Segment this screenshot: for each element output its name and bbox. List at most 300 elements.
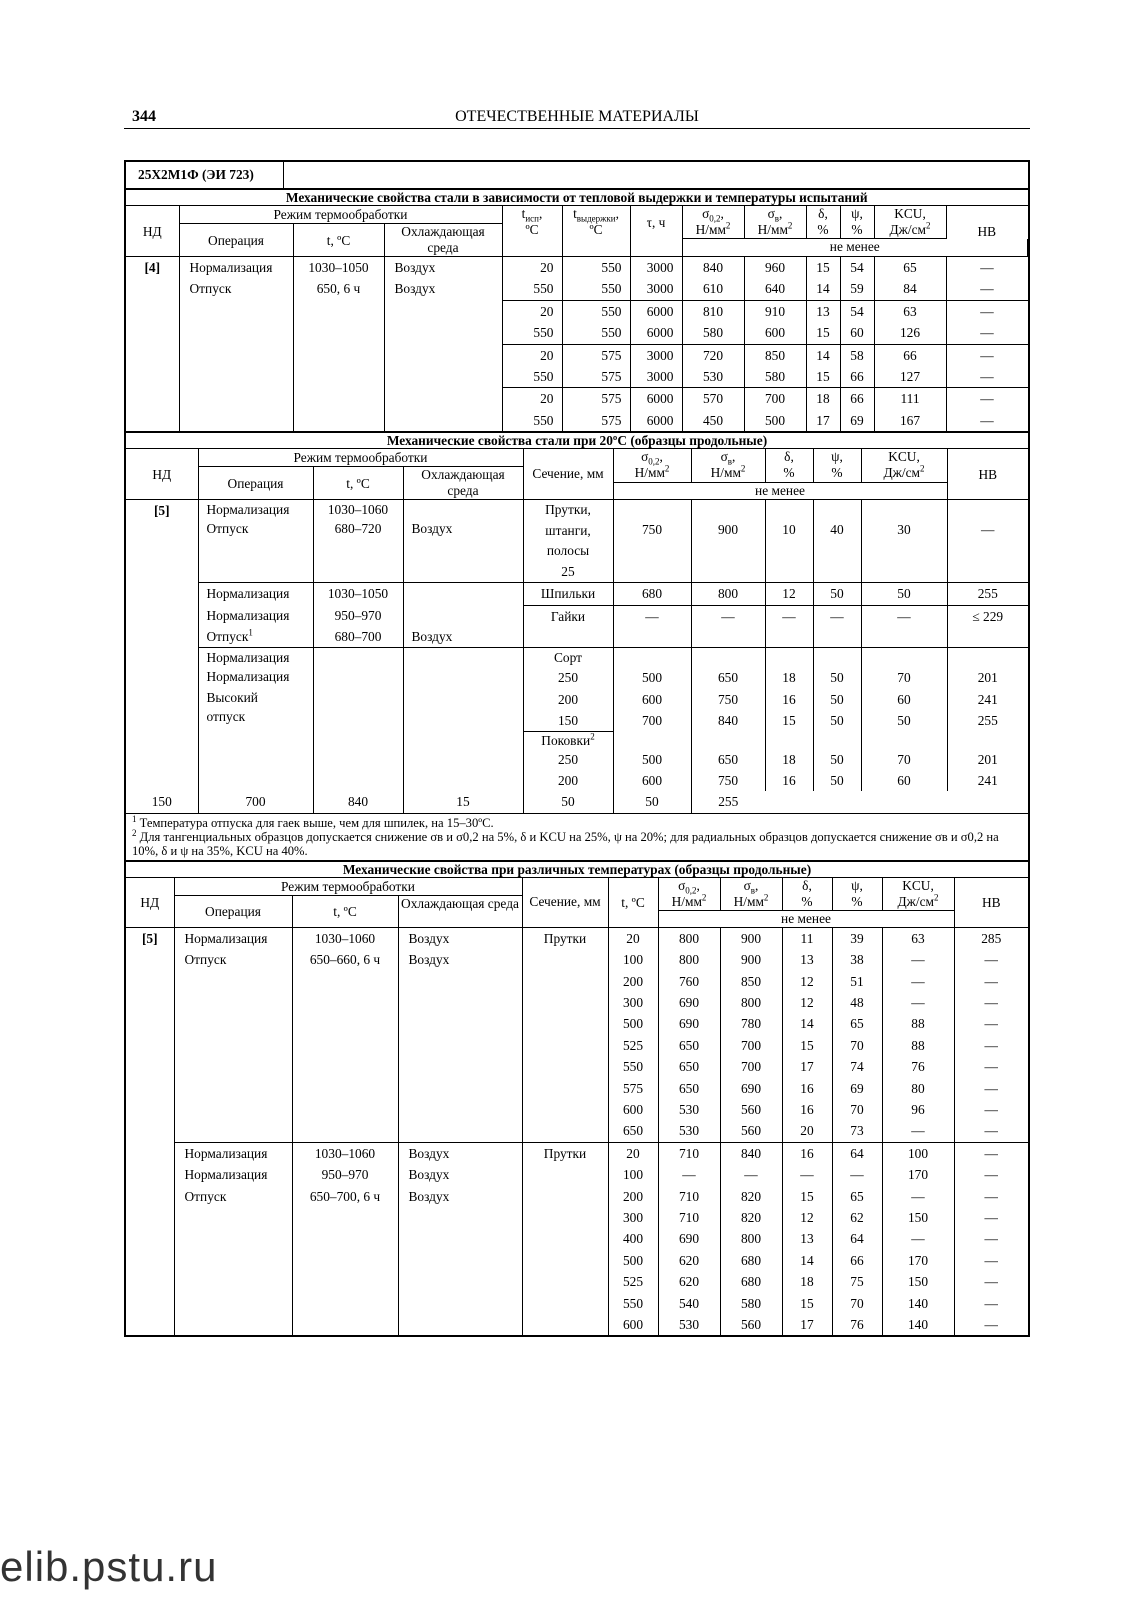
t1-h-op: Операция [179,224,293,257]
t1-cell: 111 [874,388,946,410]
t2-b1-ts: 1030–1060 680–720 [313,500,403,583]
t1-h-cool: Охлаждающая среда [384,224,502,257]
t3-cell: 65 [832,1013,882,1034]
t1-cell: — [946,344,1028,366]
t3-cell: — [984,1080,998,1096]
t1-cell: 66 [840,388,874,410]
t3-cell: 20 [608,927,658,949]
t3-cell: 140 [882,1314,954,1335]
t1-h-nemenee: не менее [682,239,1028,257]
t3-temps: 1030–1060 650–660, 6 ч [292,927,398,1142]
t1-cell: 66 [840,366,874,388]
t2-cell: 15 [403,791,523,813]
t3-cell: 88 [882,1035,954,1056]
t3-cell: 300 [608,1207,658,1228]
t3-cell: 840 [720,1142,782,1164]
t3-cell: 76 [882,1056,954,1077]
t3-cell: 560 [720,1314,782,1335]
t3-cell: 580 [720,1293,782,1314]
t1-cell: 18 [806,388,840,410]
t2-h-s02: $\sigma_{0,2}$, $Н/мм^2$ [613,449,691,482]
table-row [126,791,1028,813]
t1-cell: 450 [682,410,744,431]
t3-cell: 70 [832,1099,882,1120]
t3-cell: 12 [782,992,832,1013]
t3-cell: — [984,1231,998,1247]
t3-cell: 650 [658,1035,720,1056]
t3-cell: 285 [954,927,1028,949]
t1-cell: 530 [682,366,744,388]
t3-cell: 80 [882,1078,954,1099]
t1-cell: 550 [502,366,562,388]
t2-cell: 12 [765,583,813,606]
t3-cell: — [882,1120,954,1142]
t3-cell: 170 [882,1164,954,1185]
t2-cell: 50 [813,667,861,688]
t3-cell: 13 [782,1228,832,1249]
t2-b2-ops: Нормализация Нормализация Отпуск$^1$ [198,583,313,648]
t3-cell: 575 [608,1078,658,1099]
t3-cell: 300 [608,992,658,1013]
t2-cell: 840 [313,791,403,813]
t2-cell: 30 [861,500,947,583]
t1-cell: 6000 [630,388,682,410]
t3-cell: — [984,994,998,1010]
t1-cell: 6000 [630,322,682,344]
t3-cell: — [882,1228,954,1249]
grade-row [126,162,1028,188]
t3-cell: 15 [782,1293,832,1314]
t3-h-psi: ψ, % [832,877,882,910]
t3-cell: 550 [608,1056,658,1077]
t3-cell: 65 [832,1186,882,1207]
t1-cell: 20 [502,300,562,322]
t3-cell: 690 [720,1078,782,1099]
t3-cell: 70 [832,1293,882,1314]
t3-cell: 150 [882,1207,954,1228]
t3-cell: 680 [720,1250,782,1271]
t3-cell: 525 [608,1035,658,1056]
t2-b3-ops: Нормализация Нормализация Высокий отпуск [198,648,313,792]
t3-cell: — [984,1016,998,1032]
t3-cell: 20 [782,1120,832,1142]
t1-cell: 3000 [630,366,682,388]
t3-cell: 200 [608,1186,658,1207]
t3-cell: — [984,1274,998,1290]
t2-cell: 50 [523,791,613,813]
t3-cell: — [882,971,954,992]
t3-cell: — [782,1164,832,1185]
t1-cell: 500 [744,410,806,431]
t3-cell: 620 [658,1271,720,1292]
t2-cell: 250 [523,749,613,770]
t3-cell: 530 [658,1099,720,1120]
t3-cell: 150 [882,1271,954,1292]
t2-cell: 700 [613,710,691,732]
page-number: 344 [132,108,156,125]
t1-cell: 84 [874,278,946,300]
t1-h-mode: Режим термообработки [179,206,502,224]
t2-cell: 50 [813,770,861,791]
t2-b1-sech: Прутки, штанги, полосы 25 [523,500,613,583]
t2-cell: 255 [718,794,739,810]
t3-cell: 560 [720,1120,782,1142]
t1-cell: — [980,281,994,297]
t3-cell: 690 [658,1228,720,1249]
t3-cell: 69 [832,1078,882,1099]
t1-cell: 6000 [630,410,682,431]
t3-cell: — [954,1142,1028,1164]
t3-cell: 100 [608,949,658,970]
t3-title: Механические свойства при различных температурах (образцы продольные) [126,861,1028,878]
t1-h-s02: $\sigma_{0,2}$, $Н/мм^2$ [682,206,744,239]
t3-cell: — [984,952,998,968]
t2-h-nemenee: не менее [613,482,947,500]
t2-cell: — [691,606,765,648]
t2-cell: 255 [947,583,1028,606]
t1-nd: [4] [126,257,179,432]
t2-cell: 255 [977,712,998,728]
t2-cell: 50 [813,689,861,710]
t3-cell: — [882,1186,954,1207]
t3-h-delta: δ, % [782,877,832,910]
t2-cell: 70 [861,749,947,770]
t3-cell: — [984,1101,998,1117]
t1-cell: 54 [840,300,874,322]
t3-cell: 500 [608,1013,658,1034]
t3-cell: 14 [782,1250,832,1271]
t3-cell: 12 [782,971,832,992]
t3-cool: Воздух Воздух Воздух [398,1142,522,1335]
t1-cell: 167 [874,410,946,431]
t1-cell: — [946,257,1028,279]
t1-cell: 63 [874,300,946,322]
t1-cell: 3000 [630,344,682,366]
t3-sech: Прутки [522,927,608,1142]
t2-cell: 241 [977,691,998,707]
t1-cell: 17 [806,410,840,431]
t1-ops: Нормализация Отпуск [179,257,293,432]
t2-cell: 50 [813,583,861,606]
t1-cell: 126 [874,322,946,344]
watermark: elib.pstu.ru [0,1543,218,1590]
t2-cell: 200 [523,770,613,791]
t1-cell: 65 [874,257,946,279]
t1-cell: — [980,369,994,385]
t2-cell: — [813,606,861,648]
table-row [126,583,1028,606]
t3-cell: 100 [882,1142,954,1164]
t2-b1-ops: Нормализация Отпуск [198,500,313,583]
t3-cell: 820 [720,1207,782,1228]
t3-cell: 13 [782,949,832,970]
t2-cell: 16 [765,689,813,710]
t3-cell: — [984,973,998,989]
t2-cell: 50 [613,791,691,813]
t2-cell: 201 [977,670,998,686]
t2-cell: 18 [765,667,813,688]
t2-b3-sort: Сорт [523,648,613,668]
t2-cell: 16 [765,770,813,791]
t1-cell: 960 [744,257,806,279]
t2-cell: 201 [977,752,998,768]
t3-cell: — [984,1123,998,1139]
t1-cell: 3000 [630,257,682,279]
t1-cell: 20 [502,257,562,279]
t2-title: Механические свойства стали при 20ºС (образцы продольные) [126,432,1028,449]
t2-h-mode: Режим термообработки [198,449,523,467]
t3-cell: 62 [832,1207,882,1228]
t2-h-sech: Сечение, мм [523,449,613,500]
t1-cell: 850 [744,344,806,366]
t3-cell: 20 [608,1142,658,1164]
t1-cell: 58 [840,344,874,366]
t1-cell: 580 [682,322,744,344]
t3-cell: — [984,1167,998,1183]
t3-temps: 1030–1060 950–970 650–700, 6 ч [292,1142,398,1335]
t3-cell: 550 [608,1293,658,1314]
t3-cell: 400 [608,1228,658,1249]
t3-nd: [5] [126,927,174,1335]
t3-cell: 710 [658,1207,720,1228]
t1-cell: 550 [562,278,630,300]
t3-cell: 800 [720,1228,782,1249]
table-row [126,1142,1028,1164]
t2-cell: — [947,500,1028,583]
t2-cell: — [861,606,947,648]
t1-cell: 550 [502,278,562,300]
t3-cell: 18 [782,1271,832,1292]
t2-b2-sech: Шпильки [523,583,613,606]
t3-cell: — [984,1188,998,1204]
t1-cell: 550 [502,410,562,431]
t3-ops: Нормализация Отпуск [174,927,292,1142]
running-title: ОТЕЧЕСТВЕННЫЕ МАТЕРИАЛЫ [455,108,699,125]
t3-cell: 650 [658,1078,720,1099]
t3-cell: 200 [608,971,658,992]
t1-cell: 640 [744,278,806,300]
t3-cell: 680 [720,1271,782,1292]
t1-cell: 910 [744,300,806,322]
t3-cell: 760 [658,971,720,992]
table-row [126,927,1028,949]
t2-cell: 900 [691,500,765,583]
t3-cell: 140 [882,1293,954,1314]
t3-cell: 76 [832,1314,882,1335]
t3-cell: 820 [720,1186,782,1207]
t1-cell: 14 [806,344,840,366]
t3-cell: 800 [720,992,782,1013]
t3-cell: — [984,1209,998,1225]
t3-cell: 48 [832,992,882,1013]
t1-h-tisp: $t_{исп}$, ºС [502,206,562,239]
steel-properties-frame [124,160,1030,1337]
t3-body [126,927,1028,1335]
t2-cell: 500 [613,749,691,770]
t2-cell: 40 [813,500,861,583]
t3-cell: 850 [720,971,782,992]
t3-cell: 11 [782,927,832,949]
t3-h-op: Операция [174,895,292,927]
t1-cell: 575 [562,388,630,410]
t3-cell: 600 [608,1099,658,1120]
table-row [126,500,1028,583]
t2-cell: 150 [126,791,198,813]
t3-h-hb: НВ [954,877,1028,927]
t2-cell: 15 [765,710,813,732]
t2-h-sv: $\sigma_в$, $Н/мм^2$ [691,449,765,482]
t1-title: Механические свойства стали в зависимости от тепловой выдержки и температуры испытаний [126,189,1028,206]
t3-cell: 38 [832,949,882,970]
t3-h-ht: t, ºС [292,895,398,927]
t2-cell: 200 [523,689,613,710]
t2-cell: 650 [691,667,765,688]
t2-cell: 18 [765,749,813,770]
t2-b1-cool: Воздух [403,500,523,583]
t2-cell: 70 [861,667,947,688]
t3-cell: 96 [882,1099,954,1120]
t1-cell: 15 [806,366,840,388]
t2-cell: 600 [613,689,691,710]
footnotes: $^1$ Температура отпуска для гаек выше, чем для шпилек, на 15–30ºС. $^2$ Для тангенциальных образцов допускается снижение σв и σ0,2 на 5%, δ и KCU на 25%, ψ на 20%; для радиальных образцов допускается снижение σв и σ0,2 на 10%, δ и ψ на 35%, KCU на 40%. [126,813,1028,860]
t1-cell: 69 [840,410,874,431]
t3-h-nemenee: не менее [658,910,954,927]
t3-cell: — [832,1164,882,1185]
t3-cell: 560 [720,1099,782,1120]
t2-cell: 50 [813,710,861,732]
t1-h-t: t, ºС [293,224,384,257]
t3-cell: — [882,992,954,1013]
t3-cell: 900 [720,949,782,970]
t2-cell: — [613,606,691,648]
t3-h-t: t, ºС [608,877,658,927]
t2-h-hb: НВ [947,449,1028,500]
t3-cell: 690 [658,992,720,1013]
t3-h-kcu: KCU, $Дж/см^2$ [882,877,954,910]
t3-cell: 16 [782,1078,832,1099]
t3-cell: 650 [608,1120,658,1142]
t3-cell: 710 [658,1186,720,1207]
t3-cell: 540 [658,1293,720,1314]
t1-cell: 60 [840,322,874,344]
t1-cool: Воздух Воздух [384,257,502,432]
t2-cell: 50 [813,749,861,770]
t3-cell: 64 [832,1142,882,1164]
t3-cell: 66 [832,1250,882,1271]
t3-ops: Нормализация Нормализация Отпуск [174,1142,292,1335]
t3-cell: 620 [658,1250,720,1271]
t3-cell: — [882,949,954,970]
t1-cell: 127 [874,366,946,388]
t2-h-t: t, ºС [313,467,403,500]
t1-cell: 550 [502,322,562,344]
t2-cell: 10 [765,500,813,583]
t1-cell: 15 [806,322,840,344]
t2-b2-ts: 1030–1050 950–970 680–700 [313,583,403,648]
t2-b3-pok: Поковки$^2$ [523,732,613,750]
t1-h-tau: τ, ч [630,206,682,239]
t2-b2-cool: Воздух [403,583,523,648]
t2-h-op: Операция [198,467,313,500]
t2-body [126,500,1028,860]
t2-cell: 60 [861,770,947,791]
t1-h-delta: δ, % [806,206,840,239]
t3-cell: 800 [658,927,720,949]
t1-cell: 13 [806,300,840,322]
t3-cell: — [984,1317,998,1332]
t1-cell: 575 [562,410,630,431]
t3-h-sech: Сечение, мм [522,877,608,927]
t3-cell: 530 [658,1120,720,1142]
t3-cell: 100 [608,1164,658,1185]
t1-cell: 550 [562,300,630,322]
t3-cool: Воздух Воздух [398,927,522,1142]
t2-cell: 150 [523,710,613,732]
t1-cell: 575 [562,344,630,366]
t3-h-nd: НД [126,877,174,927]
t1-cell: 600 [744,322,806,344]
t1-cell: 20 [502,388,562,410]
t3-cell: 73 [832,1120,882,1142]
t3-cell: 14 [782,1013,832,1034]
t2-cell: 800 [691,583,765,606]
t3-sech: Прутки [522,1142,608,1335]
t1-cell: 550 [562,322,630,344]
t1-cell: 14 [806,278,840,300]
t3-h-cool: Охлаждающая среда [398,895,522,927]
t1-cell: — [980,325,994,341]
t3-cell: — [720,1164,782,1185]
running-header [124,104,1030,129]
t2-cell: 50 [861,583,947,606]
t1-cell: 3000 [630,278,682,300]
t1-cell: 810 [682,300,744,322]
t2-nd: [5] [126,500,198,792]
t3-h-sv: $\sigma_в$, $Н/мм^2$ [720,877,782,910]
t3-cell: 530 [658,1314,720,1335]
t1-cell: 840 [682,257,744,279]
t3-cell: 17 [782,1056,832,1077]
t3-cell: 51 [832,971,882,992]
t3-cell: 88 [882,1013,954,1034]
t3-cell: 70 [832,1035,882,1056]
t3-cell: 16 [782,1142,832,1164]
t1-cell: — [980,412,994,428]
t2-cell: 680 [613,583,691,606]
t3-cell: — [984,1295,998,1311]
t1-cell: 570 [682,388,744,410]
table-thermal-exposure [126,188,1028,431]
table-row [126,257,1028,279]
t3-cell: 75 [832,1271,882,1292]
t1-h-hb: НВ [946,206,1028,257]
t1-cell: 15 [806,257,840,279]
t3-cell: 15 [782,1186,832,1207]
t3-cell: 650 [658,1056,720,1077]
t1-temps: 1030–1050 650, 6 ч [293,257,384,432]
t3-h-s02: $\sigma_{0,2}$, $Н/мм^2$ [658,877,720,910]
table-20c [126,431,1028,859]
t2-h-kcu: KCU, $Дж/см^2$ [861,449,947,482]
t3-cell: 780 [720,1013,782,1034]
t1-cell: 54 [840,257,874,279]
t3-cell: 690 [658,1013,720,1034]
t3-cell: 900 [720,927,782,949]
t3-cell: — [984,1252,998,1268]
t1-cell: 580 [744,366,806,388]
t1-h-sv: $\sigma_в$, $Н/мм^2$ [744,206,806,239]
t3-cell: 600 [608,1314,658,1335]
